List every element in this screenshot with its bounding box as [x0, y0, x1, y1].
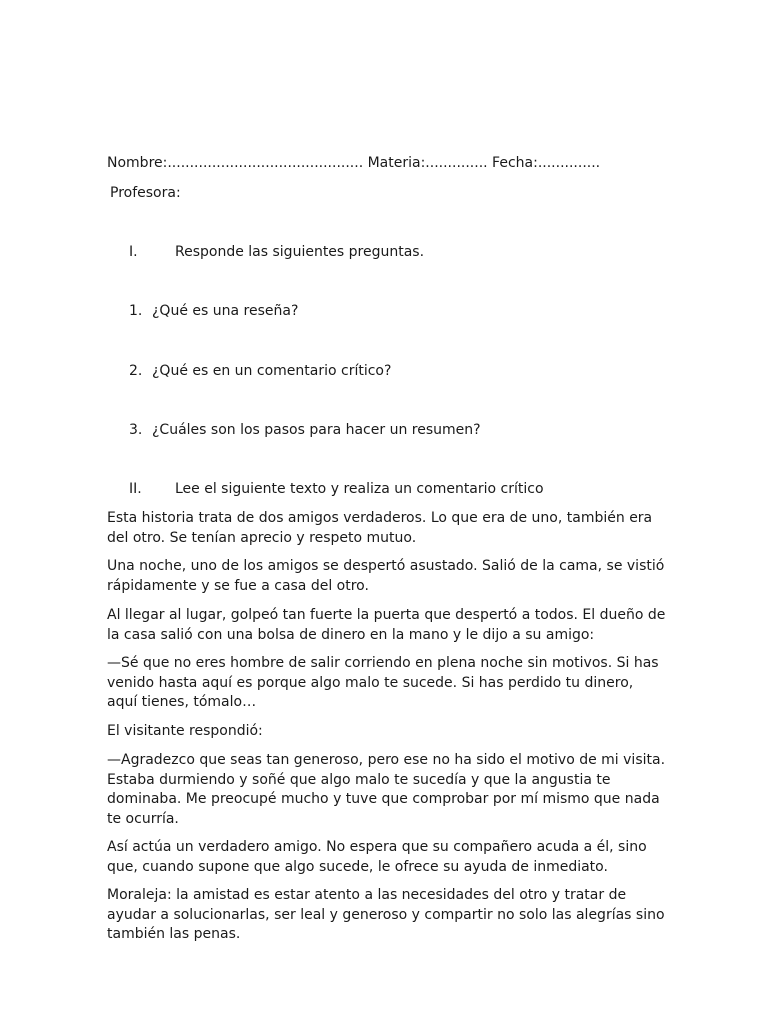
- story-paragraph-5: El visitante respondió:: [107, 723, 263, 739]
- section-1-numeral: I.: [129, 244, 138, 260]
- story-paragraph-2: Una noche, uno de los amigos se despertó asustado. Salió de la cama, se vistió rápidamente y se fue a casa del otro.: [107, 558, 665, 594]
- section-2-numeral: II.: [129, 481, 142, 497]
- question-3-number: 3.: [129, 422, 143, 438]
- story-paragraph-4: —Sé que no eres hombre de salir corriendo en plena noche sin motivos. Si has venido hasta aquí es porque algo malo te sucede. Si has perdido tu dinero, aquí tienes, tómalo…: [107, 655, 659, 710]
- question-2-number: 2.: [129, 363, 143, 379]
- story-paragraph-1: Esta historia trata de dos amigos verdaderos. Lo que era de uno, también era del otro. Se tenían aprecio y respeto mutuo.: [107, 510, 653, 546]
- story-moraleja: Moraleja: la amistad es estar atento a las necesidades del otro y tratar de ayudar a solucionarlas, ser leal y generoso y compartir no solo las alegrías sino también las penas.: [107, 887, 665, 942]
- question-1-number: 1.: [129, 303, 143, 319]
- story-paragraph-3: Al llegar al lugar, golpeó tan fuerte la puerta que despertó a todos. El dueño de la casa salió con una bolsa de dinero en la mano y le dijo a su amigo:: [107, 607, 666, 643]
- section-1-title: Responde las siguientes preguntas.: [175, 244, 425, 260]
- teacher-line: Profesora:: [110, 185, 181, 201]
- question-2-text: ¿Qué es en un comentario crítico?: [152, 363, 392, 379]
- student-info-line: Nombre:............................................ Materia:.............. Fecha:..............: [107, 155, 601, 171]
- question-1-text: ¿Qué es una reseña?: [152, 303, 299, 319]
- question-3-text: ¿Cuáles son los pasos para hacer un resumen?: [152, 422, 481, 438]
- story-paragraph-6: —Agradezco que seas tan generoso, pero ese no ha sido el motivo de mi visita. Estaba durmiendo y soñé que algo malo te sucedía y que la angustia te dominaba. Me preocupé mucho y tuve que comprobar por mí mismo que nada te ocurría.: [107, 752, 666, 827]
- section-2-title: Lee el siguiente texto y realiza un comentario crítico: [175, 481, 544, 497]
- story-paragraph-7: Así actúa un verdadero amigo. No espera que su compañero acuda a él, sino que, cuando supone que algo sucede, le ofrece su ayuda de inmediato.: [107, 839, 647, 875]
